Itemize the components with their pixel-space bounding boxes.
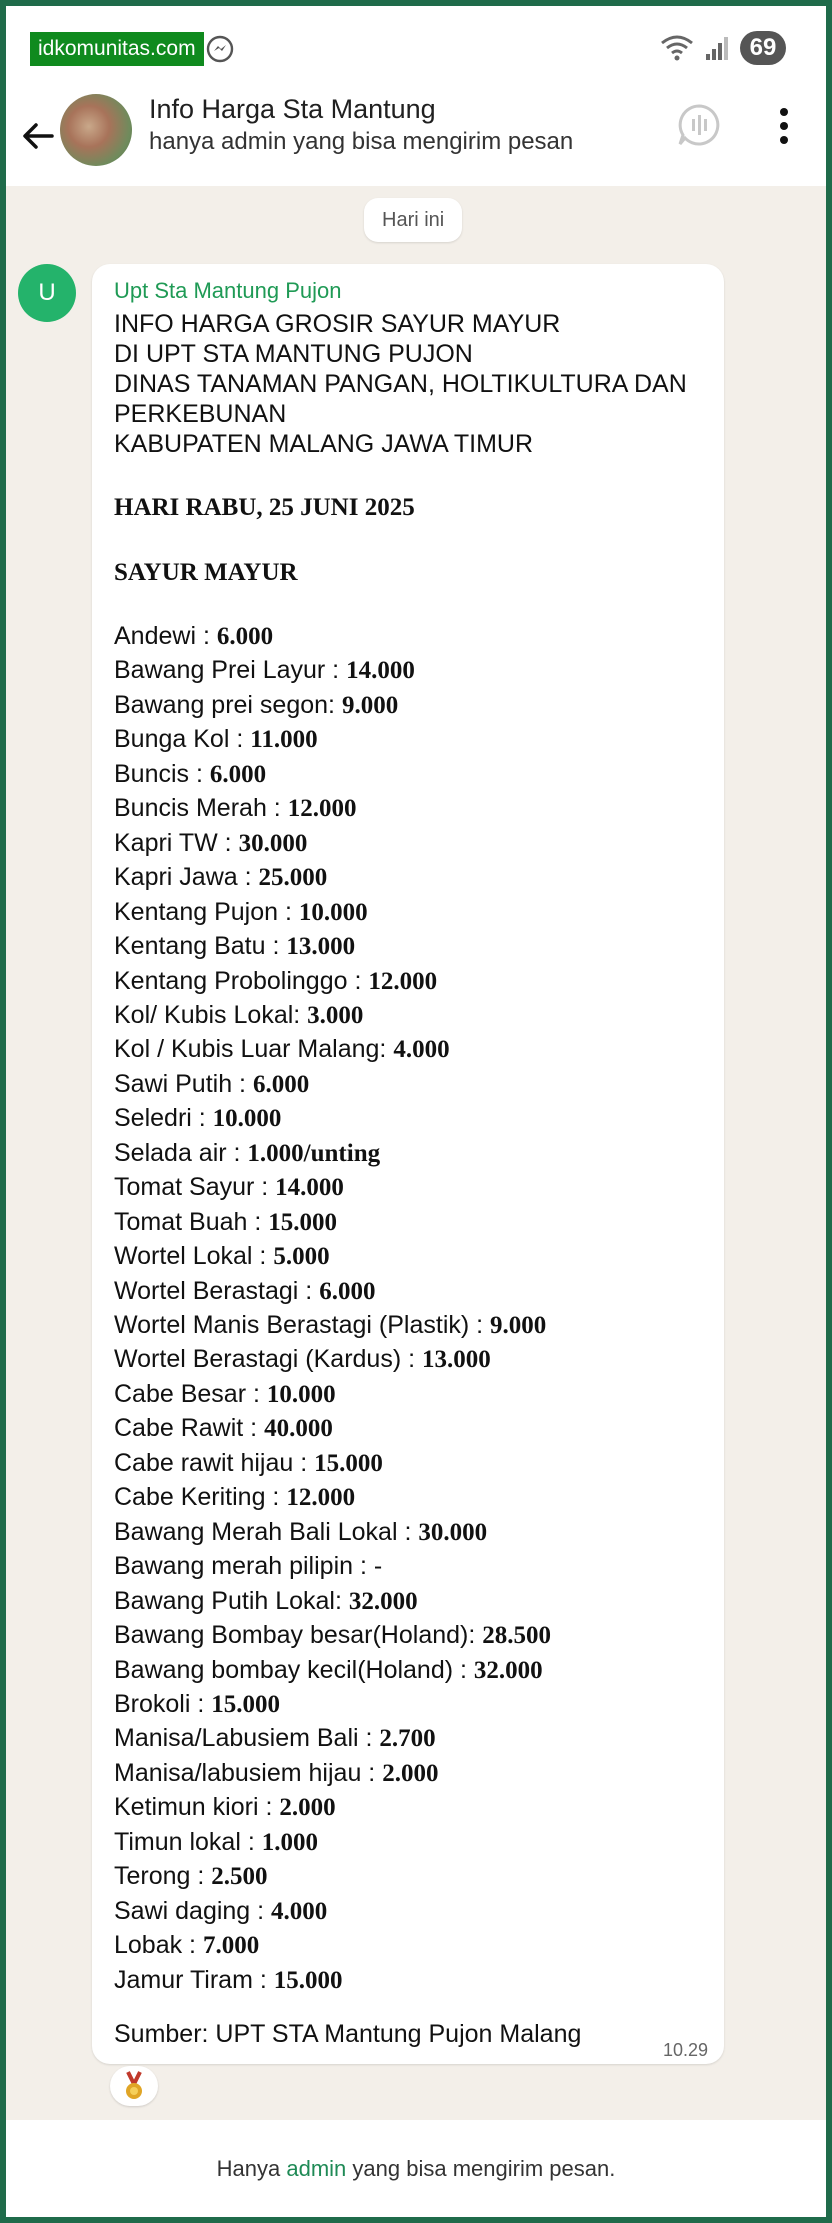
price-item [114,1828,318,1857]
intro-line: DINAS TANAMAN PANGAN, HOLTIKULTURA DAN [114,370,687,398]
item-price: 12.000 [286,1484,356,1512]
item-name: Cabe Besar : [114,1379,267,1408]
item-name: Wortel Manis Berastagi (Plastik) : [114,1311,491,1339]
chat-header [6,86,826,186]
price-item [114,1345,491,1374]
sender-name[interactable]: Upt Sta Mantung Pujon [114,278,342,303]
item-price: 15.000 [268,1208,337,1236]
item-price: 2.000 [279,1794,336,1822]
item-name: Buncis Merah : [114,794,288,823]
item-price: 11.000 [250,726,318,754]
item-price: 10.000 [298,898,368,926]
item-price: 2.700 [379,1725,436,1753]
message-bubble[interactable] [92,264,724,2064]
price-item [114,863,327,892]
section-heading: SAYUR MAYUR [114,559,298,586]
item-price: 32.000 [348,1587,418,1615]
watermark-label: idkomunitas.com [30,32,204,66]
wifi-icon [660,34,694,62]
item-price: 6.000 [216,623,274,650]
item-price: 4.000 [393,1036,450,1064]
item-name: Tomat Sayur : [114,1173,276,1202]
price-item [114,1724,436,1753]
signal-icon [704,34,730,62]
item-name: Kapri TW : [114,828,239,857]
item-price: 5.000 [273,1243,330,1271]
item-name: Kentang Probolinggo : [114,966,369,995]
item-name: Kapri Jawa : [114,863,259,892]
item-name: Wortel Lokal : [114,1242,274,1271]
item-price: 6.000 [319,1277,376,1305]
item-price: 32.000 [473,1656,543,1684]
item-name: Sawi daging : [114,1896,272,1925]
price-item [114,1552,382,1581]
item-price: 12.000 [287,795,357,823]
item-name: Brokoli : [114,1689,212,1718]
price-item [114,829,307,858]
item-name: Cabe Rawit : [114,1414,265,1443]
price-item [114,1311,546,1340]
item-price: 28.500 [482,1622,551,1650]
item-price: 10.000 [266,1380,336,1408]
footer-text-before: Hanya [216,2156,287,2181]
item-name: Buncis : [114,759,210,788]
price-item [114,760,266,789]
price-item [114,1759,438,1788]
item-price: 2.000 [382,1759,439,1787]
item-price: 1.000 [261,1828,318,1856]
item-name: Bawang Putih Lokal: [114,1586,349,1615]
price-item [114,1656,543,1685]
price-item [114,1001,363,1030]
item-name: Bawang bombay kecil(Holand) : [114,1655,474,1684]
item-price: 15.000 [211,1690,281,1718]
price-item [114,725,318,754]
price-item [114,1793,336,1822]
status-icons [660,30,786,66]
price-item [114,1242,330,1271]
item-name: Bunga Kol : [114,725,251,754]
price-item [114,1208,337,1237]
item-name: Manisa/labusiem hijau : [114,1758,383,1787]
price-item [114,1690,280,1719]
price-item [114,1414,333,1443]
item-name: Wortel Berastagi (Kardus) : [114,1345,422,1374]
item-name: Timun lokal : [114,1827,262,1856]
item-price: 14.000 [275,1174,344,1202]
reaction-badge[interactable] [110,2066,158,2106]
item-price: 30.000 [238,829,308,857]
item-price: 7.000 [202,1932,260,1960]
intro-line: DI UPT STA MANTUNG PUJON [114,340,473,368]
voice-chat-icon[interactable] [676,102,722,148]
date-separator: Hari ini [364,198,462,242]
messenger-icon [206,35,234,63]
price-item [114,1587,418,1616]
sender-avatar[interactable]: U [18,264,76,322]
price-item [114,794,356,823]
intro-line: PERKEBUNAN [114,400,287,428]
price-item [114,1277,375,1306]
intro-line: KABUPATEN MALANG JAWA TIMUR [114,430,534,458]
price-item [114,932,355,961]
battery-indicator: 69 [740,31,786,65]
item-name: Jamur Tiram : [114,1965,274,1994]
item-name: Bawang merah pilipin : - [114,1552,383,1581]
item-name: Tomat Buah : [114,1207,269,1236]
item-name: Bawang Bombay besar(Holand): [114,1621,483,1650]
item-price: 10.000 [212,1105,282,1133]
price-item [114,691,398,720]
price-item [114,967,437,996]
item-name: Kentang Batu : [114,932,287,961]
chat-subtitle[interactable]: hanya admin yang bisa mengirim pesan [149,128,574,155]
item-price: 13.000 [421,1346,491,1374]
price-item [114,1862,268,1891]
admin-only-footer [6,2120,826,2217]
item-name: Sawi Putih : [114,1069,253,1098]
item-name: Terong : [114,1862,212,1891]
more-options-icon[interactable] [774,104,794,148]
medal-icon [110,2066,158,2106]
price-item [114,1621,551,1650]
price-item [114,1931,259,1960]
price-item [114,1139,380,1168]
price-item [114,1897,327,1926]
item-price: 9.000 [341,691,399,719]
item-name: Seledri : [114,1104,213,1133]
footer-text-after: yang bisa mengirim pesan. [346,2156,616,2181]
price-item [114,898,368,927]
price-item [114,1104,281,1133]
status-bar [6,6,826,86]
day-heading: HARI RABU, 25 JUNI 2025 [114,494,415,521]
price-item [114,622,273,651]
price-item [114,1380,336,1409]
footer-admin-link: admin [286,2156,347,2181]
price-item [114,1173,344,1202]
item-name: Selada air : [114,1138,248,1167]
item-price: 1.000/unting [247,1139,381,1167]
item-price: 15.000 [273,1966,343,1994]
item-price: 40.000 [264,1415,333,1443]
chat-title[interactable]: Info Harga Sta Mantung [149,94,436,124]
item-name: Cabe Keriting : [114,1483,287,1512]
app-frame [6,6,826,2217]
item-price: 6.000 [209,760,267,788]
item-name: Wortel Berastagi : [114,1276,320,1305]
item-price: 30.000 [418,1518,488,1546]
item-name: Kol/ Kubis Lokal: [114,1000,308,1029]
item-name: Andewi : [114,622,217,650]
item-price: 15.000 [314,1449,383,1477]
item-price: 14.000 [346,657,415,685]
price-item [114,1449,383,1478]
item-name: Bawang Merah Bali Lokal : [114,1517,419,1546]
item-price: 6.000 [252,1070,310,1098]
price-item [114,1966,343,1995]
item-name: Bawang Prei Layur : [114,656,347,685]
item-name: Cabe rawit hijau : [114,1448,315,1477]
item-name: Lobak : [114,1931,203,1960]
price-item [114,1035,450,1064]
item-price: 2.500 [211,1863,268,1891]
item-price: 25.000 [258,864,328,892]
group-avatar[interactable] [60,94,132,166]
item-price: 3.000 [307,1001,364,1029]
item-name: Bawang prei segon: [114,690,342,719]
item-price: 9.000 [490,1312,547,1339]
back-arrow-icon[interactable] [18,116,58,156]
price-item [114,1483,355,1512]
intro-line: INFO HARGA GROSIR SAYUR MAYUR [114,310,561,338]
item-price: 12.000 [368,967,438,995]
message-time: 10.29 [662,2040,708,2060]
item-price: 13.000 [286,933,356,961]
item-price: 4.000 [271,1897,328,1925]
price-item [114,1070,309,1099]
price-item [114,656,415,685]
item-name: Ketimun kiori : [114,1793,280,1822]
source-line: Sumber: UPT STA Mantung Pujon Malang [114,2020,582,2048]
item-name: Manisa/Labusiem Bali : [114,1724,380,1753]
item-name: Kentang Pujon : [114,897,299,926]
item-name: Kol / Kubis Luar Malang: [114,1035,394,1064]
price-item [114,1518,487,1547]
